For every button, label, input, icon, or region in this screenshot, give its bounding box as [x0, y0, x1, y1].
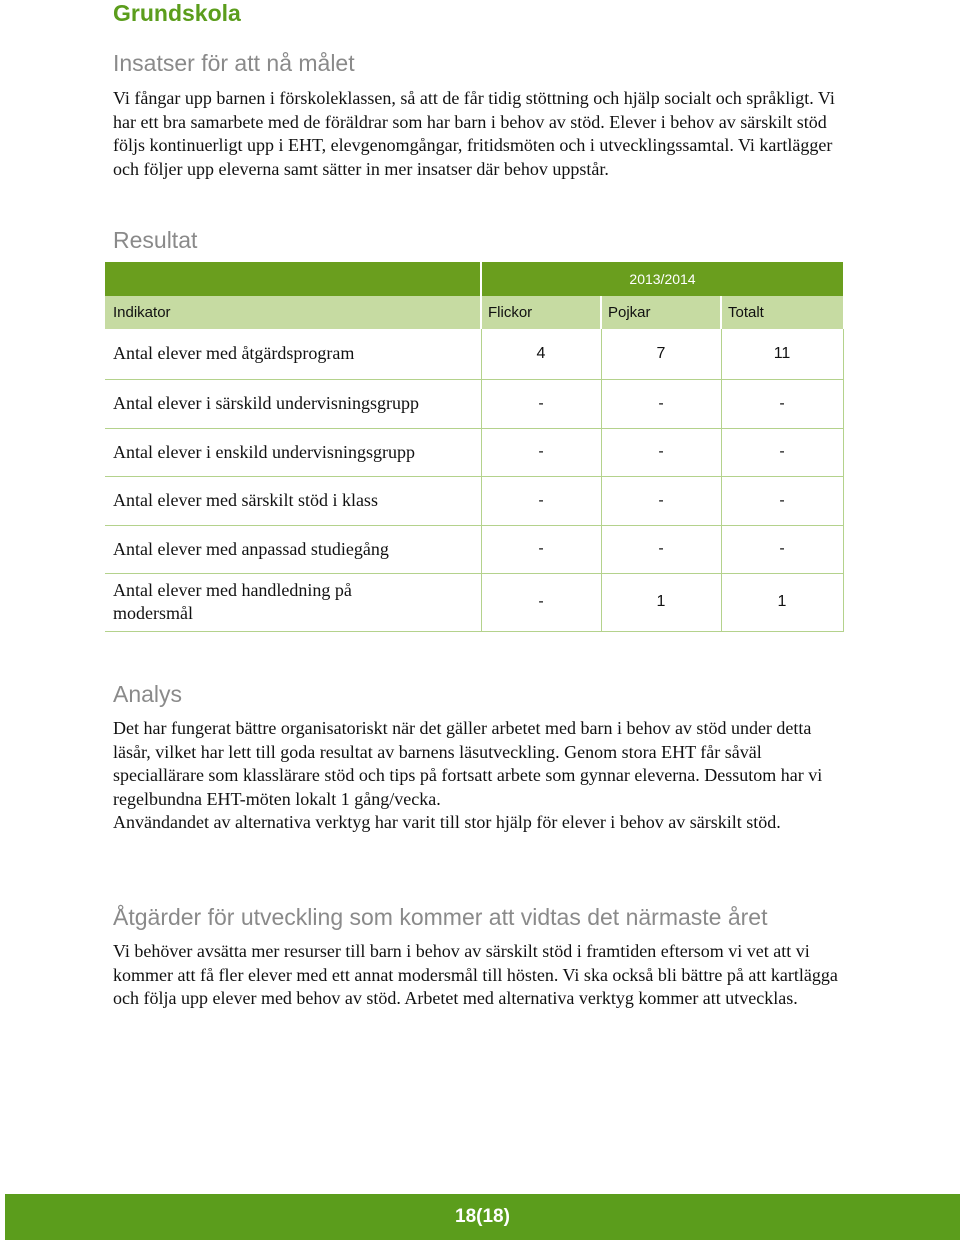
insatser-paragraph — [113, 87, 853, 181]
row-boys-value: 1 — [601, 573, 721, 631]
page-number: 18(18) — [455, 1206, 510, 1227]
insatser-text: Vi fångar upp barnen i förskoleklassen, så att de får tidig stöttning och hjälp socialt och språkligt. Vi har ett bra samarbete med de föräldrar som har barn i behov av stöd. Elever i behov av särskilt stöd följs kontinuerligt upp i EHT, elevgenomgångar, fritidsmöten och i utvecklingssamtal. Vi kartlägger och följer upp eleverna samt sätter in mer insatser där behov uppstår. — [113, 88, 835, 179]
table-row — [105, 573, 843, 631]
page-heading: Grundskola — [113, 0, 241, 26]
row-total-value: 11 — [721, 329, 843, 379]
row-label: Antal elever med handledning på modersmål — [105, 573, 481, 631]
row-total-value: - — [721, 379, 843, 428]
row-boys-value: - — [601, 379, 721, 428]
period-header: 2013/2014 — [481, 262, 843, 296]
header-indicator: Indikator — [105, 296, 481, 329]
row-total-value: - — [721, 476, 843, 525]
atgarder-text: Vi behöver avsätta mer resurser till barn i behov av särskilt stöd i framtiden eftersom vi vet att vi kommer att få fler elever med ett annat modersmål till hösten. Vi ska också bli bättre på att kartlägga och följa upp elever med behov av stöd. Arbetet med alternativa verktyg kommer att utvecklas. — [113, 941, 838, 1009]
table-header-period-row — [105, 262, 843, 296]
table-row — [105, 476, 843, 525]
row-label: Antal elever med särskilt stöd i klass — [105, 476, 481, 525]
table-row — [105, 329, 843, 379]
table-row — [105, 428, 843, 476]
results-table — [105, 262, 844, 632]
analys-text-2: Användandet av alternativa verktyg har varit till stor hjälp för elever i behov av särskilt stöd. — [113, 812, 781, 833]
row-boys-value: 7 — [601, 329, 721, 379]
header-boys: Pojkar — [601, 296, 721, 329]
row-girls-value: 4 — [481, 329, 601, 379]
row-boys-value: - — [601, 525, 721, 573]
table-row — [105, 525, 843, 573]
row-label: Antal elever med åtgärdsprogram — [105, 329, 481, 379]
page-footer — [5, 1194, 960, 1240]
row-total-value: 1 — [721, 573, 843, 631]
row-label: Antal elever i enskild undervisningsgrupp — [105, 428, 481, 476]
section-title-resultat: Resultat — [113, 227, 198, 253]
analys-paragraph — [113, 717, 853, 835]
row-girls-value: - — [481, 428, 601, 476]
analys-text: Det har fungerat bättre organisatoriskt när det gäller arbetet med barn i behov av stöd under detta läsår, vilket har lett till goda resultat av barnens läsutveckling. Genom stora EHT får såväl speciallärare som klasslärare stöd och tips på fortsatt arbete som gynnar eleverna. Dessutom har vi regelbundna EHT-möten lokalt 1 gång/vecka. — [113, 718, 823, 809]
header-blank-cell — [105, 262, 481, 296]
row-girls-value: - — [481, 525, 601, 573]
header-total: Totalt — [721, 296, 843, 329]
section-title-atgarder: Åtgärder för utveckling som kommer att vidtas det närmaste året — [113, 904, 768, 930]
header-girls: Flickor — [481, 296, 601, 329]
row-total-value: - — [721, 525, 843, 573]
row-girls-value: - — [481, 476, 601, 525]
row-girls-value: - — [481, 573, 601, 631]
atgarder-paragraph — [113, 940, 853, 1011]
row-label: Antal elever med anpassad studiegång — [105, 525, 481, 573]
row-total-value: - — [721, 428, 843, 476]
row-girls-value: - — [481, 379, 601, 428]
section-title-analys: Analys — [113, 681, 183, 707]
row-boys-value: - — [601, 428, 721, 476]
table-row — [105, 379, 843, 428]
row-boys-value: - — [601, 476, 721, 525]
table-header-columns-row — [105, 296, 843, 329]
section-title-insatser: Insatser för att nå målet — [113, 50, 355, 76]
row-label: Antal elever i särskild undervisningsgrupp — [105, 379, 481, 428]
